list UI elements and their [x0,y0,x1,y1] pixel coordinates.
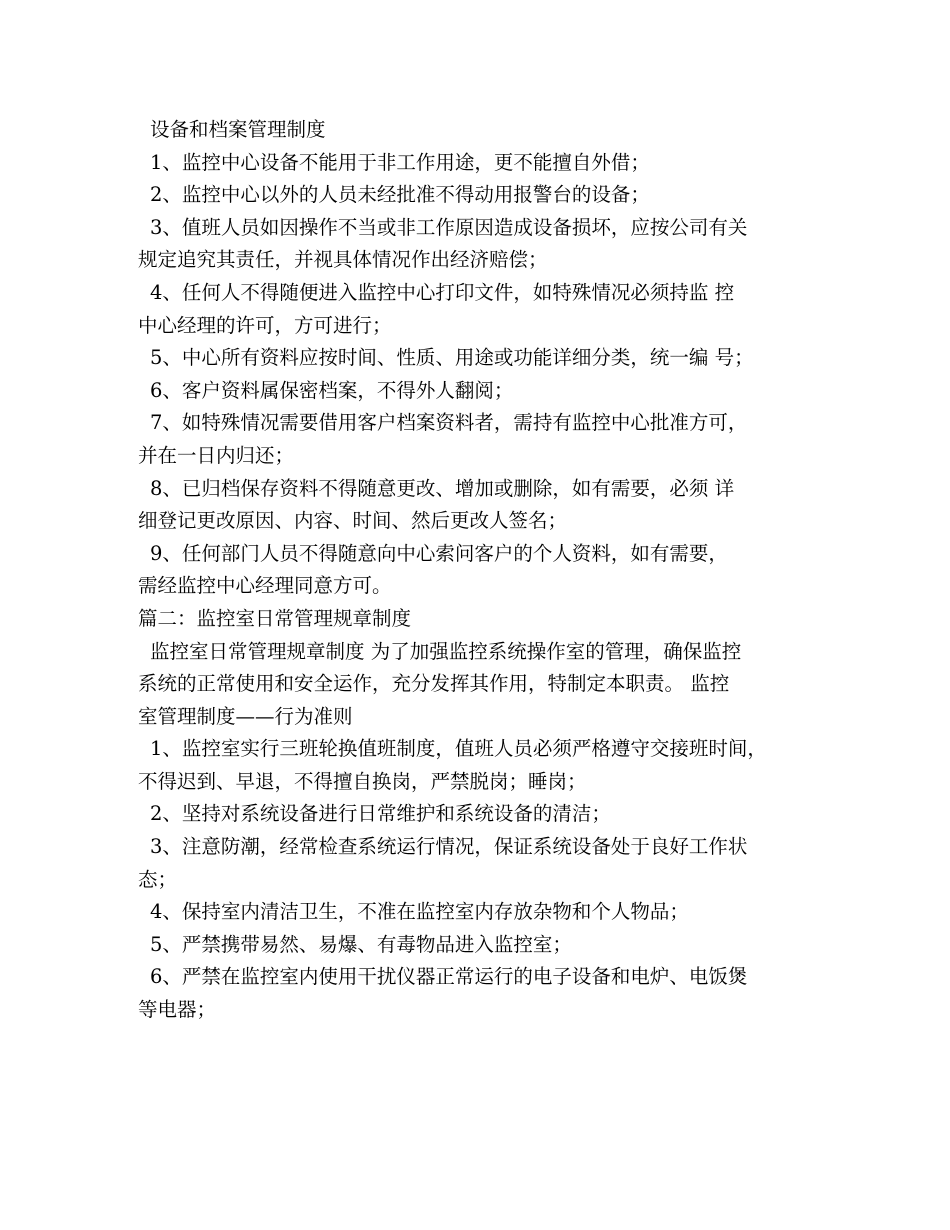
text-line: 规定追究其责任，并视具体情况作出经济赔偿； [138,248,548,272]
text-line: 4、任何人不得随便进入监控中心打印文件，如特殊情况必须持监 控 [150,280,735,304]
text-line: 细登记更改原因、内容、时间、然后更改人签名； [138,509,568,533]
text-line: 6、客户资料属保密档案，不得外人翻阅； [150,378,514,402]
text-line: 4、保持室内清洁卫生，不准在监控室内存放杂物和个人物品； [150,900,689,924]
text-line: 室管理制度——行为准则 [138,704,353,728]
text-line: 5、中心所有资料应按时间、性质、用途或功能详细分类，统一编 号； [150,346,754,370]
text-line: 系统的正常使用和安全运作，充分发挥其作用，特制定本职责。 监控 [138,672,730,696]
text-line: 2、坚持对系统设备进行日常维护和系统设备的清洁； [150,802,611,826]
text-line: 9、任何部门人员不得随意向中心索问客户的个人资料，如有需要， [150,541,728,565]
text-line: 不得迟到、早退，不得擅自换岗，严禁脱岗；睡岗； [138,769,587,793]
text-line: 等电器； [138,998,217,1022]
text-line: 中心经理的许可，方可进行； [138,313,392,337]
document-body [138,114,818,1027]
text-line: 篇二：监控室日常管理规章制度 [138,606,412,630]
text-line: 设备和档案管理制度 [150,118,326,141]
text-line: 1、监控中心设备不能用于非工作用途，更不能擅自外借； [150,150,650,174]
text-line: 8、已归档保存资料不得随意更改、增加或删除，如有需要，必须 详 [150,476,735,500]
text-line: 需经监控中心经理同意方可。 [138,574,392,598]
text-line: 并在一日内归还； [138,443,295,467]
text-line: 2、监控中心以外的人员未经批准不得动用报警台的设备； [150,183,650,207]
text-line: 3、注意防潮，经常检查系统运行情况，保证系统设备处于良好工作状 [150,835,748,859]
text-line: 1、监控室实行三班轮换值班制度，值班人员必须严格遵守交接班时间， [150,737,767,761]
text-line: 6、严禁在监控室内使用干扰仪器正常运行的电子设备和电炉、电饭煲 [150,965,748,989]
text-line: 7、如特殊情况需要借用客户档案资料者，需持有监控中心批准方可， [150,411,748,435]
text-line: 态； [138,867,178,891]
text-line: 5、严禁携带易然、易爆、有毒物品进入监控室； [150,932,572,956]
text-line: 3、值班人员如因操作不当或非工作原因造成设备损坏，应按公司有关 [150,215,748,239]
text-line: 监控室日常管理规章制度 为了加强监控系统操作室的管理，确保监控 [150,639,742,663]
